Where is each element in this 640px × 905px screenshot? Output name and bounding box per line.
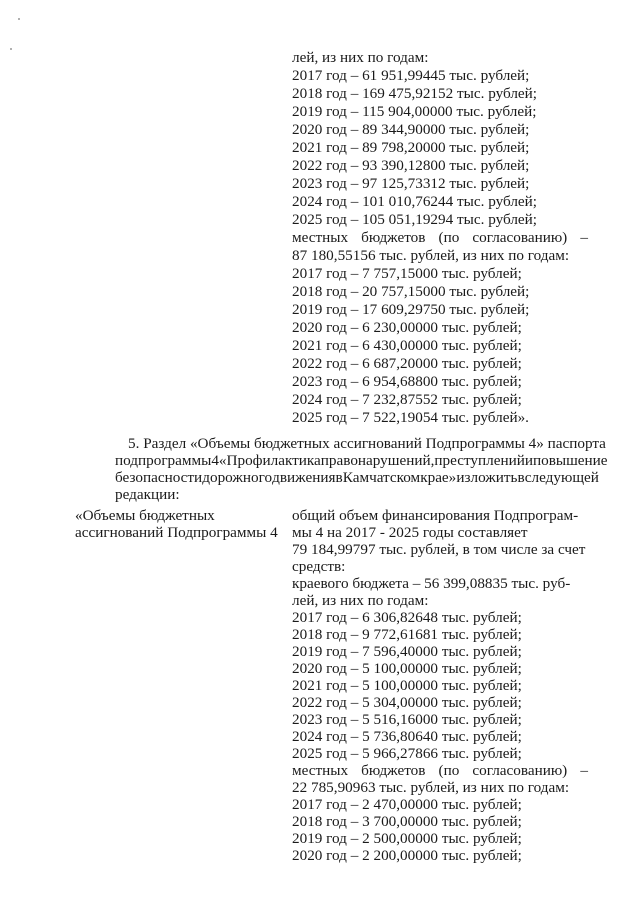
- text-line: 2021 год – 5 100,00000 тыс. рублей;: [292, 677, 522, 694]
- paragraph-line: [115, 452, 608, 469]
- text-line: 2017 год – 7 757,15000 тыс. рублей;: [292, 265, 522, 282]
- text-line: 2019 год – 17 609,29750 тыс. рублей;: [292, 301, 530, 318]
- text-line: 2025 год – 7 522,19054 тыс. рублей».: [292, 409, 529, 426]
- text-line: 22 785,90963 тыс. рублей, из них по годам:: [292, 779, 570, 796]
- text-line: 2024 год – 101 010,76244 тыс. рублей;: [292, 193, 537, 210]
- word: движения: [272, 469, 336, 486]
- text-line: 2019 год – 115 904,00000 тыс. рублей;: [292, 103, 537, 120]
- text-line: лей, из них по годам:: [292, 49, 429, 66]
- paragraph-line: [115, 469, 599, 486]
- text-line: 2017 год – 6 306,82648 тыс. рублей;: [292, 609, 522, 626]
- word: изложить: [456, 469, 518, 486]
- text-line: 2017 год – 2 470,00000 тыс. рублей;: [292, 796, 522, 813]
- word: согласованию): [472, 229, 568, 246]
- section-heading: 5. Раздел «Объемы бюджетных ассигнований Подпрограммы 4» паспорта: [128, 435, 606, 452]
- word: –: [580, 762, 588, 779]
- word: повышение: [533, 452, 608, 469]
- word: в: [517, 469, 525, 486]
- scan-speck: [18, 18, 20, 20]
- word: местных: [292, 229, 349, 246]
- text-line: 2018 год – 169 475,92152 тыс. рублей;: [292, 85, 537, 102]
- text-line: 2021 год – 89 798,20000 тыс. рублей;: [292, 139, 530, 156]
- word: (по: [438, 762, 460, 779]
- word: следующей: [524, 469, 599, 486]
- text-line: 2018 год – 3 700,00000 тыс. рублей;: [292, 813, 522, 830]
- text-line: 2022 год – 6 687,20000 тыс. рублей;: [292, 355, 522, 372]
- word: бюджетов: [361, 762, 426, 779]
- table-left-line: ассигнований Подпрограммы 4: [75, 524, 278, 541]
- text-line: 2024 год – 5 736,80640 тыс. рублей;: [292, 728, 522, 745]
- text-line: краевого бюджета – 56 399,08835 тыс. руб-: [292, 575, 571, 592]
- text-line: 2019 год – 2 500,00000 тыс. рублей;: [292, 830, 522, 847]
- word: дорожного: [202, 469, 273, 486]
- text-line: 79 184,99797 тыс. рублей, в том числе за счет: [292, 541, 586, 558]
- text-line: 2020 год – 89 344,90000 тыс. рублей;: [292, 121, 530, 138]
- text-line: лей, из них по годам:: [292, 592, 429, 609]
- text-line: общий объем финансирования Подпрограм-: [292, 507, 579, 524]
- text-line: 2017 год – 61 951,99445 тыс. рублей;: [292, 67, 530, 84]
- text-line: 2023 год – 6 954,68800 тыс. рублей;: [292, 373, 522, 390]
- word: –: [580, 229, 588, 246]
- local-budget-line: [292, 229, 588, 246]
- text-line: 2022 год – 5 304,00000 тыс. рублей;: [292, 694, 522, 711]
- text-line: мы 4 на 2017 - 2025 годы составляет: [292, 524, 528, 541]
- text-line: 2020 год – 5 100,00000 тыс. рублей;: [292, 660, 522, 677]
- word: подпрограммы: [115, 452, 212, 469]
- text-line: 2023 год – 97 125,73312 тыс. рублей;: [292, 175, 530, 192]
- word: бюджетов: [361, 229, 426, 246]
- text-line: 2018 год – 9 772,61681 тыс. рублей;: [292, 626, 522, 643]
- word: в: [335, 469, 343, 486]
- text-line: 2018 год – 20 757,15000 тыс. рублей;: [292, 283, 530, 300]
- word: Камчатском: [342, 469, 421, 486]
- word: местных: [292, 762, 349, 779]
- word: и: [524, 452, 533, 469]
- scan-speck: [10, 48, 12, 50]
- text-line: 2021 год – 6 430,00000 тыс. рублей;: [292, 337, 522, 354]
- word: крае»: [420, 469, 457, 486]
- text-line: 2023 год – 5 516,16000 тыс. рублей;: [292, 711, 522, 728]
- text-line: 2019 год – 7 596,40000 тыс. рублей;: [292, 643, 522, 660]
- word: правонарушений,: [320, 452, 435, 469]
- paragraph-line: редакции:: [115, 486, 180, 503]
- text-line: 2020 год – 2 200,00000 тыс. рублей;: [292, 847, 522, 864]
- word: 4: [211, 452, 219, 469]
- text-line: 2025 год – 5 966,27866 тыс. рублей;: [292, 745, 522, 762]
- word: «Профилактика: [218, 452, 321, 469]
- text-line: 2022 год – 93 390,12800 тыс. рублей;: [292, 157, 530, 174]
- text-line: средств:: [292, 558, 346, 575]
- local-budget-line: [292, 762, 588, 779]
- word: безопасности: [115, 469, 203, 486]
- text-line: 87 180,55156 тыс. рублей, из них по годам:: [292, 247, 570, 264]
- text-line: 2025 год – 105 051,19294 тыс. рублей;: [292, 211, 537, 228]
- word: (по: [438, 229, 460, 246]
- text-line: 2024 год – 7 232,87552 тыс. рублей;: [292, 391, 522, 408]
- table-left-line: «Объемы бюджетных: [75, 507, 215, 524]
- word: преступлений: [434, 452, 525, 469]
- word: согласованию): [472, 762, 568, 779]
- text-line: 2020 год – 6 230,00000 тыс. рублей;: [292, 319, 522, 336]
